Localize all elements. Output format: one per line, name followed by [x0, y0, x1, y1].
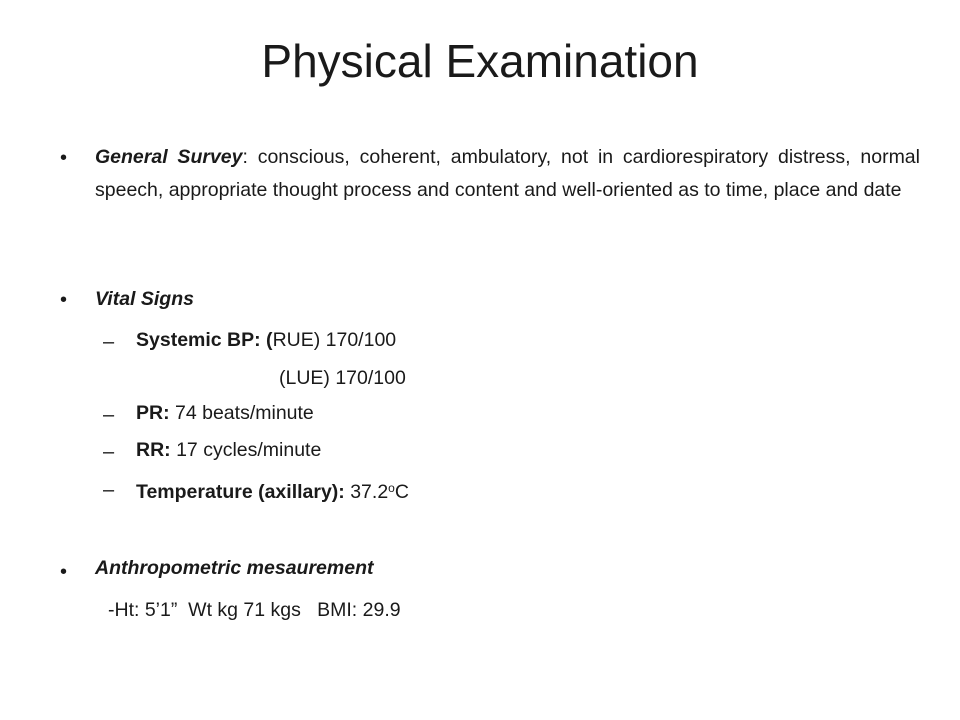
vital-rr-value: 17 cycles/minute: [170, 439, 322, 461]
bullet-dot: •: [60, 147, 68, 169]
vital-bp-rue: [136, 324, 396, 356]
vital-temperature: [136, 472, 409, 508]
anthropometric-line: -Ht: 5’1” Wt kg 71 kgs BMI: 29.9: [108, 599, 401, 621]
dash-marker: –: [103, 441, 115, 463]
general-survey-text: : conscious, coherent, ambulatory, not in cardiorespiratory distress, normal speech, appropriate thought process and content and well-oriented as to time, place and date: [95, 146, 920, 201]
dash-marker: –: [103, 479, 115, 501]
slide-title: Physical Examination: [261, 35, 699, 87]
vital-temp-label: Temperature (axillary):: [136, 481, 345, 503]
vital-bp-label: Systemic BP: (: [136, 329, 273, 351]
vital-pr-value: 74 beats/minute: [169, 402, 314, 424]
vital-temp-degree: o: [388, 481, 395, 495]
vital-temp-value: 37.2: [344, 481, 389, 503]
anthropometric-heading: Anthropometric mesaurement: [95, 557, 374, 579]
vital-pr-label: PR:: [136, 402, 170, 424]
vital-rr: [136, 434, 321, 466]
vital-bp-rue-value: RUE) 170/100: [272, 329, 397, 351]
bullet-dot: •: [60, 289, 68, 311]
vital-rr-label: RR:: [136, 439, 171, 461]
vital-pr: [136, 397, 314, 429]
general-survey-paragraph: [95, 141, 920, 206]
vital-bp-lue: [279, 362, 406, 394]
vital-temp-unit: C: [394, 481, 409, 503]
bullet-dot: •: [60, 561, 68, 583]
dash-marker: –: [103, 404, 115, 426]
vital-signs-heading: Vital Signs: [95, 288, 194, 310]
vital-bp-lue-value: (LUE) 170/100: [279, 367, 406, 389]
dash-marker: –: [103, 331, 115, 353]
general-survey-label: General Survey: [95, 146, 243, 168]
